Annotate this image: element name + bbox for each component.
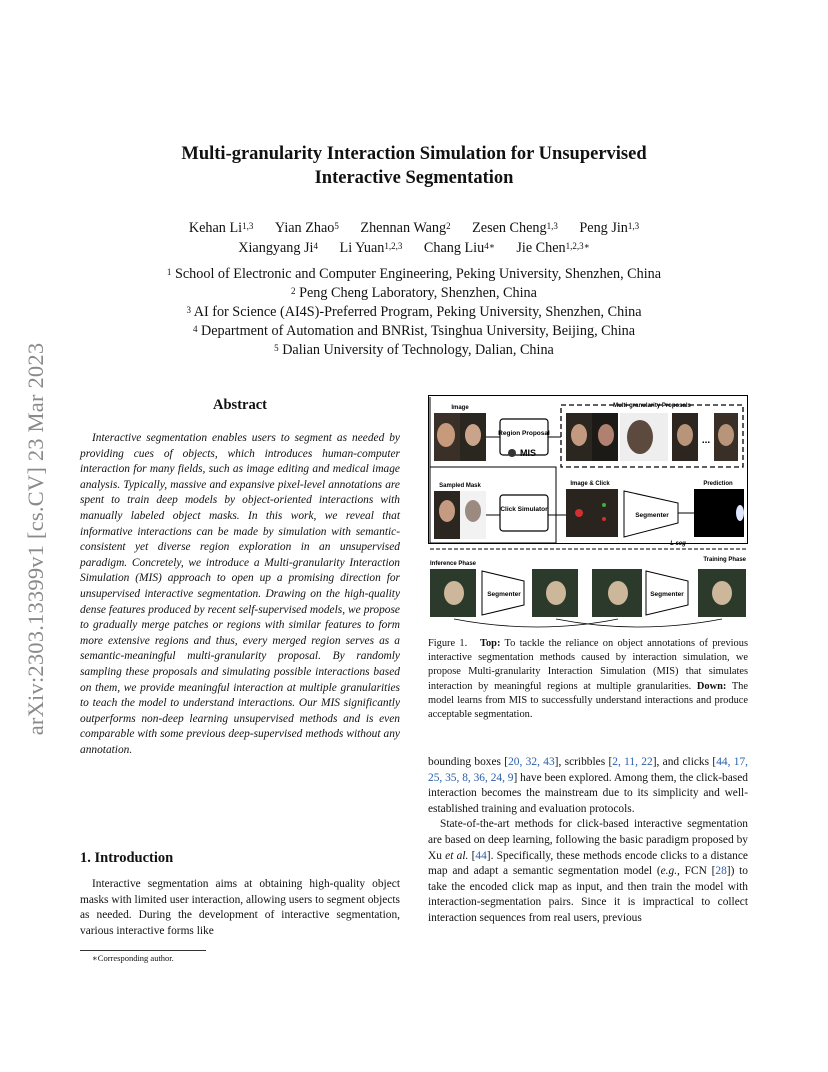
citation-link[interactable]: 44 <box>475 849 487 862</box>
face-shape <box>465 500 481 522</box>
click-marker-icon <box>602 503 606 507</box>
click-marker-icon <box>575 509 583 517</box>
paragraph: bounding boxes [20, 32, 43], scribbles [2, 11, 22], and clicks [44, 17, 25, 35, 8, 36, 24, 9] have been explored. Among them, the click-based interaction becomes the mainstream due to its simplicity and well-established training and evaluation protocols. <box>428 756 749 815</box>
footnote-rule <box>80 950 206 951</box>
figure-1-caption: Figure 1. Top: To tackle the reliance on object annotations of previous interactive segmentation methods caused by interaction simulation, we propose Multi-granularity Interaction Simulation (MIS) that simulates interaction by meaningful regions at multiple granularities. Down: The model learns from MIS to successfully understand interactions and produce acceptable segmentation. <box>428 638 748 721</box>
author: Kehan Li$^{1,3}$ <box>188 220 254 236</box>
citation-link[interactable]: 20, 32, 43 <box>508 756 555 768</box>
affiliation: $^2$ Peng Cheng Laboratory, Shenzhen, China <box>291 285 537 301</box>
citation-link[interactable]: 44, 17, 25, 35, 8, 36, 24, 9 <box>428 756 749 784</box>
author: Chang Liu$^{4∗}$ <box>423 240 495 256</box>
author: Jie Chen$^{1,2,3∗}$ <box>516 240 590 256</box>
author: Peng Jin$^{1,3}$ <box>579 220 640 236</box>
section-heading-introduction: 1. Introduction <box>80 850 174 866</box>
click-simulator-box <box>500 495 548 531</box>
face-shape <box>437 423 455 447</box>
sampled-mask-label: Sampled Mask <box>439 483 481 489</box>
title-line-2: Interactive Segmentation <box>314 168 514 188</box>
intro-paragraph: Interactive segmentation aims at obtaining high-quality object masks with limited user interaction, allowing users to segment objects as needed. During the development of interactive segmentation, various interactive forms like <box>80 878 400 937</box>
loss-label: L seg <box>670 541 686 547</box>
affiliation: $^3$ AI for Science (AI4S)-Preferred Program, Peking University, Shenzhen, China <box>186 304 642 320</box>
segmenter-label: Segmenter <box>487 591 521 598</box>
prediction-label: Prediction <box>703 481 733 487</box>
footnote: ∗Corresponding author. <box>92 953 174 963</box>
person-shape <box>546 581 566 605</box>
figure-1 <box>428 395 748 630</box>
image-label: Image <box>451 405 469 411</box>
inference-phase-label: Inference Phase <box>430 561 477 567</box>
abstract-text: Interactive segmentation enables users to segment as needed by providing cues of objects, which introduces human-computer interaction for many fields, such as image editing and medical image analysis. Typically, massive and expansive pixel-level annotations are spent to train deep models by object-oriented interactions with manually labeled object masks. In this work, we reveal that informative interactions can be made by simulation with semantic-consistent yet diverse region exploration in an unsupervised paradigm. Concretely, we introduce a Multi-granularity Interaction Simulation (MIS) approach to open up a promising direction for unsupervised interactive segmentation. Drawing on the high-quality dense features produced by recent self-supervised models, we propose to gradually merge patches or regions with similar features to form more extensive regions and thus, every merged region serves as a semantic-meaningful multi-granularity proposal. By randomly sampling these proposals and simulating possible interactions based on them, we provide meaningful interaction at multiple granularities to teach the model to understand interactions. Our MIS significantly outperforms non-deep learning unsupervised methods and is even comparable with some previous deep-supervised methods without any annotation. <box>80 432 400 756</box>
affiliation: $^5$ Dalian University of Technology, Dalian, China <box>274 342 554 358</box>
title-line-1: Multi-granularity Interaction Simulation for Unsupervised <box>181 144 647 164</box>
click-simulator-label: Click Simulator <box>500 506 548 513</box>
authors-line-1 <box>0 218 828 238</box>
authors-line-2 <box>0 238 828 258</box>
person-shape <box>712 581 732 605</box>
feedback-arrow <box>454 619 618 627</box>
affiliation: $^1$ School of Electronic and Computer Engineering, Peking University, Shenzhen, China <box>166 266 662 282</box>
face-shape <box>439 500 455 522</box>
affiliations <box>0 265 828 360</box>
author-list <box>0 218 828 258</box>
face-shape <box>598 424 614 446</box>
person-shape <box>444 581 464 605</box>
feedback-arrow <box>556 619 722 627</box>
right-column-text <box>428 755 748 927</box>
author: Zesen Cheng$^{1,3}$ <box>472 220 558 236</box>
click-photo-2 <box>592 489 618 537</box>
affiliation: $^4$ Department of Automation and BNRist, Tsinghua University, Beijing, China <box>192 323 636 339</box>
mis-label: MIS <box>520 448 537 458</box>
prediction-highlight <box>736 505 744 521</box>
paragraph: State-of-the-art methods for click-based interactive segmentation are based on deep learning, following the basic paradigm proposed by Xu et al. [44]. Specifically, these methods encode clicks to a distance map and adapt a semantic segmentation model (e.g., FCN [28]) to take the encoded click map as input, and then train the model with interaction-segmentation pairs. Since it is impractical to collect interaction sequences from real users, previous <box>428 818 748 924</box>
citation-link[interactable]: 2, 11, 22 <box>612 756 653 768</box>
author: Yian Zhao$^5$ <box>274 220 339 236</box>
face-shape <box>718 424 734 446</box>
author: Zhennan Wang$^2$ <box>360 220 451 236</box>
proposals-label: Multi-granularity Proposals <box>613 403 691 409</box>
training-phase-label: Training Phase <box>703 557 746 563</box>
region-proposal-label: Region Proposal <box>498 430 550 437</box>
paper-title <box>0 142 828 190</box>
person-shape <box>608 581 628 605</box>
face-shape <box>627 420 653 454</box>
face-shape <box>571 424 587 446</box>
author: Li Yuan$^{1,2,3}$ <box>339 240 403 256</box>
image-click-label: Image & Click <box>570 481 610 487</box>
figure-1-diagram <box>428 395 748 630</box>
ellipsis: ... <box>701 435 711 446</box>
citation-link[interactable]: 28 <box>715 865 727 878</box>
abstract-heading: Abstract <box>213 397 267 413</box>
click-marker-icon <box>602 517 606 521</box>
face-shape <box>465 424 481 446</box>
mis-logo-icon <box>508 449 516 457</box>
face-shape <box>677 424 693 446</box>
segmenter-label: Segmenter <box>635 512 669 519</box>
author: Xiangyang Ji$^4$ <box>238 240 318 256</box>
segmenter-label: Segmenter <box>650 591 684 598</box>
